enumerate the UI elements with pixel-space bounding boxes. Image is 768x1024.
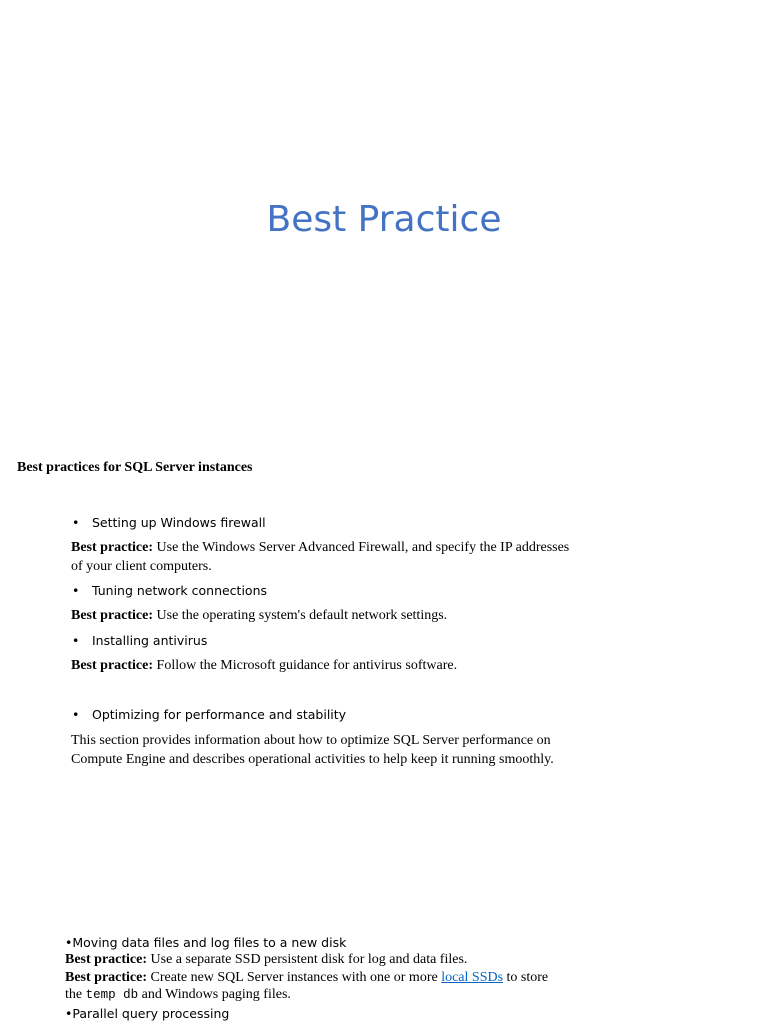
best-practice-label: Best practice: [71,540,154,555]
page-title: Best Practice [266,199,502,240]
best-practice-text: Create new SQL Server instances with one or more [147,969,442,985]
best-practice-firewall [71,539,581,576]
best-practice-label: Best practice: [71,608,154,623]
best-practice-text: to store [503,969,549,985]
best-practice-label: Best practice: [71,658,154,673]
best-practice-local-ssd [65,969,585,987]
best-practice-label: Best practice: [65,969,148,985]
local-ssds-link[interactable]: local SSDs [441,969,504,985]
best-practice-ssd [65,951,585,969]
bullet-text: Optimizing for performance and stability [92,707,347,722]
section-heading: Best practices for SQL Server instances [17,460,253,475]
performance-description: This section provides information about how to optimize SQL Server performance on Compute Engine and describes operational activities to help keep it running smoothly. [71,733,554,767]
bullet-dot: • [72,515,80,530]
bullet-text: Installing antivirus [92,633,208,648]
best-practice-text: the [65,987,86,1002]
best-practice-text: Use a separate SSD persistent disk for log and data files. [147,952,468,967]
best-practice-text: Follow the Microsoft guidance for antivirus software. [153,658,458,673]
best-practice-local-ssd-line2 [65,986,585,1005]
bullet-item-firewall [72,515,266,531]
bullet-item-data-files: •Moving data files and log files to a new disk [65,935,347,950]
best-practice-text: and Windows paging files. [138,987,291,1002]
best-practice-network [71,607,581,626]
bullet-item-performance [72,707,346,723]
bullet-dot: • [72,633,80,648]
bullet-item-antivirus [72,633,207,649]
best-practice-antivirus [71,657,581,676]
bullet-text: Tuning network connections [92,583,268,598]
bullet-dot: • [72,707,80,722]
bullet-text: Setting up Windows firewall [92,515,266,530]
bullet-item-network [72,583,267,599]
best-practice-text: Use the Windows Server Advanced Firewall, and specify the IP addresses of your client computers. [71,540,570,574]
best-practice-label: Best practice: [65,952,148,967]
tempdb-code: temp db [85,988,139,1002]
best-practice-text: Use the operating system's default network settings. [153,608,448,623]
lower-section [65,934,585,1022]
bullet-dot: • [72,583,80,598]
bullet-item-parallel-query: •Parallel query processing [65,1005,230,1021]
